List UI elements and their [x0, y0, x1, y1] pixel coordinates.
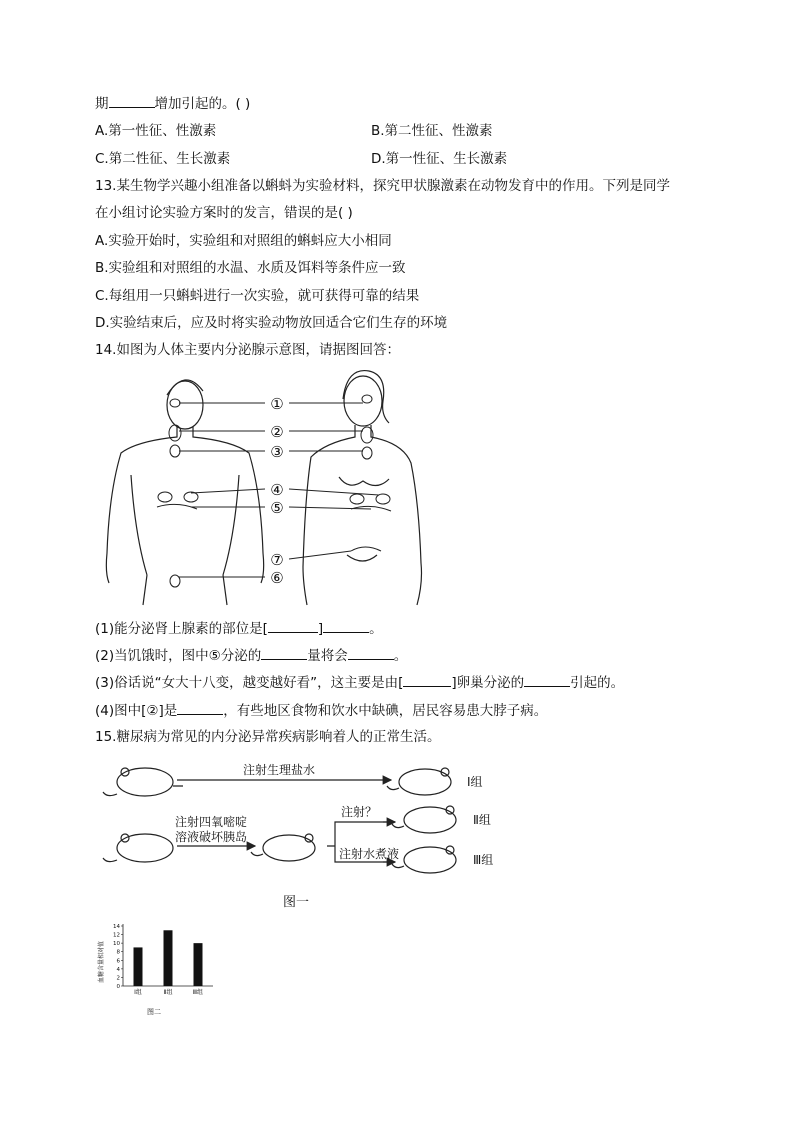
female-ovary [351, 547, 381, 551]
rat-group-2-icon [392, 806, 456, 833]
label-7: ⑦ [270, 551, 284, 569]
q13-stem-line1: 13.某生物学兴趣小组准备以蝌蚪为实验材料，探究甲状腺激素在动物发育中的作用。下列是同学 [95, 178, 670, 194]
label-saline: 注射生理盐水 [243, 763, 316, 777]
chart-bar [134, 947, 143, 986]
label-extract: 注射水煮液 [339, 847, 400, 861]
chart-y-tick-label: 14 [113, 924, 120, 930]
chart-y-tick-label: 0 [116, 984, 120, 990]
q13-option-b[interactable]: B.实验组和对照组的水温、水质及饵料等条件应一致 [95, 260, 406, 276]
chart-y-tick-label: 8 [116, 949, 120, 956]
male-body-sides [131, 475, 239, 575]
rat-diabetic-icon [251, 834, 315, 861]
rat-group-1-icon [387, 768, 451, 795]
q13-option-c[interactable]: C.每组用一只蝌蚪进行一次实验，就可获得可靠的结果 [95, 288, 420, 304]
label-group-3: Ⅲ组 [473, 853, 494, 867]
q14-sub1: (1)能分泌肾上腺素的部位是[ ] 。 [95, 618, 383, 639]
label-line-4-left [191, 489, 265, 493]
answer-blank[interactable] [403, 672, 451, 687]
figure-1-caption: 图一 [283, 895, 310, 910]
q15-stem: 15.糖尿病为常见的内分泌异常疾病影响着人的正常生活。 [95, 729, 441, 745]
endocrine-glands-figure [95, 365, 440, 607]
chart-bar [164, 930, 173, 986]
label-line-4-right [289, 489, 379, 495]
q13-option-a[interactable]: A.实验开始时，实验组和对照组的蝌蚪应大小相同 [95, 233, 392, 249]
q12-stem: 期 增加引起的。( ) [95, 93, 250, 114]
female-adrenal-gland-left [350, 494, 364, 504]
label-3: ③ [270, 443, 284, 461]
label-group-2: Ⅱ组 [473, 813, 491, 827]
male-testis [170, 575, 180, 587]
q14-stem: 14.如图为人体主要内分泌腺示意图，请据图回答： [95, 342, 400, 358]
male-adrenal-gland-left [158, 492, 172, 502]
chart-y-tick-label: 6 [116, 958, 120, 965]
label-unknown: 注射？ [341, 805, 378, 819]
q14-sub3: (3)俗话说“女大十八变，越变越好看”，这主要是由[ ]卵巢分泌的 引起的。 [95, 672, 624, 693]
rat-treated-icon [103, 834, 173, 862]
chart-y-tick-label: 10 [113, 941, 120, 948]
q12-option-b[interactable]: B.第二性征、性激素 [371, 123, 493, 139]
answer-blank[interactable] [109, 93, 155, 108]
figure-2-caption: 图二 [147, 1008, 161, 1016]
female-adrenal-gland-right [376, 494, 390, 504]
chart-bars [134, 930, 203, 986]
q13-stem-line2: 在小组讨论实验方案时的发言，错误的是( ) [95, 205, 353, 221]
label-alloxan-1: 注射四氧嘧啶 [175, 815, 248, 829]
rat-control-icon [103, 768, 183, 796]
label-2: ② [270, 423, 284, 441]
blood-glucose-bar-chart [95, 918, 225, 1018]
chart-bar [194, 943, 203, 986]
label-4: ④ [270, 481, 284, 499]
chart-y-tick-label: 2 [116, 975, 120, 982]
female-thymus-gland [362, 447, 372, 459]
label-group-1: Ⅰ组 [467, 775, 483, 789]
chart-category-label: Ⅱ组 [163, 989, 173, 996]
chart-ylabel: 血糖含量相对值 [98, 940, 105, 984]
q14-sub4: (4)图中[②]是 ，有些地区食物和饮水中缺碘，居民容易患大脖子病。 [95, 700, 547, 721]
q12-option-a[interactable]: A.第一性征、性激素 [95, 123, 217, 139]
male-pituitary-gland [170, 399, 180, 407]
answer-blank[interactable] [177, 700, 223, 715]
rat-experiment-figure [95, 752, 515, 912]
answer-blank[interactable] [524, 672, 570, 687]
chart-y-tick-label: 12 [113, 932, 120, 939]
male-thymus-gland [170, 445, 180, 457]
male-thyroid-gland [169, 425, 181, 441]
chart-category-label: Ⅰ组 [134, 989, 142, 996]
label-alloxan-2: 溶液破坏胰岛 [175, 830, 248, 844]
chart-category-labels [134, 988, 203, 996]
answer-blank[interactable] [261, 645, 307, 660]
answer-blank[interactable] [323, 618, 369, 633]
q14-sub2: (2)当饥饿时，图中⑤分泌的 量将会 。 [95, 645, 407, 666]
label-5: ⑤ [270, 499, 284, 517]
label-6: ⑥ [270, 569, 284, 587]
answer-blank[interactable] [348, 645, 394, 660]
chart-category-label: Ⅲ组 [192, 989, 204, 996]
q12-option-d[interactable]: D.第一性征、生长激素 [371, 151, 508, 167]
female-pituitary-gland [362, 395, 372, 403]
label-1: ① [270, 395, 284, 413]
chart-ticks [113, 924, 123, 990]
chart-y-tick-label: 4 [116, 966, 120, 973]
female-chest [339, 477, 389, 486]
q12-option-c[interactable]: C.第二性征、生长激素 [95, 151, 231, 167]
label-line-7 [289, 551, 351, 559]
rat-group-3-icon [392, 846, 456, 873]
q13-option-d[interactable]: D.实验结束后，应及时将实验动物放回适合它们生存的环境 [95, 315, 448, 331]
female-pelvis [347, 555, 377, 561]
male-adrenal-gland-right [184, 492, 198, 502]
answer-blank[interactable] [268, 618, 318, 633]
male-legs [143, 575, 227, 605]
